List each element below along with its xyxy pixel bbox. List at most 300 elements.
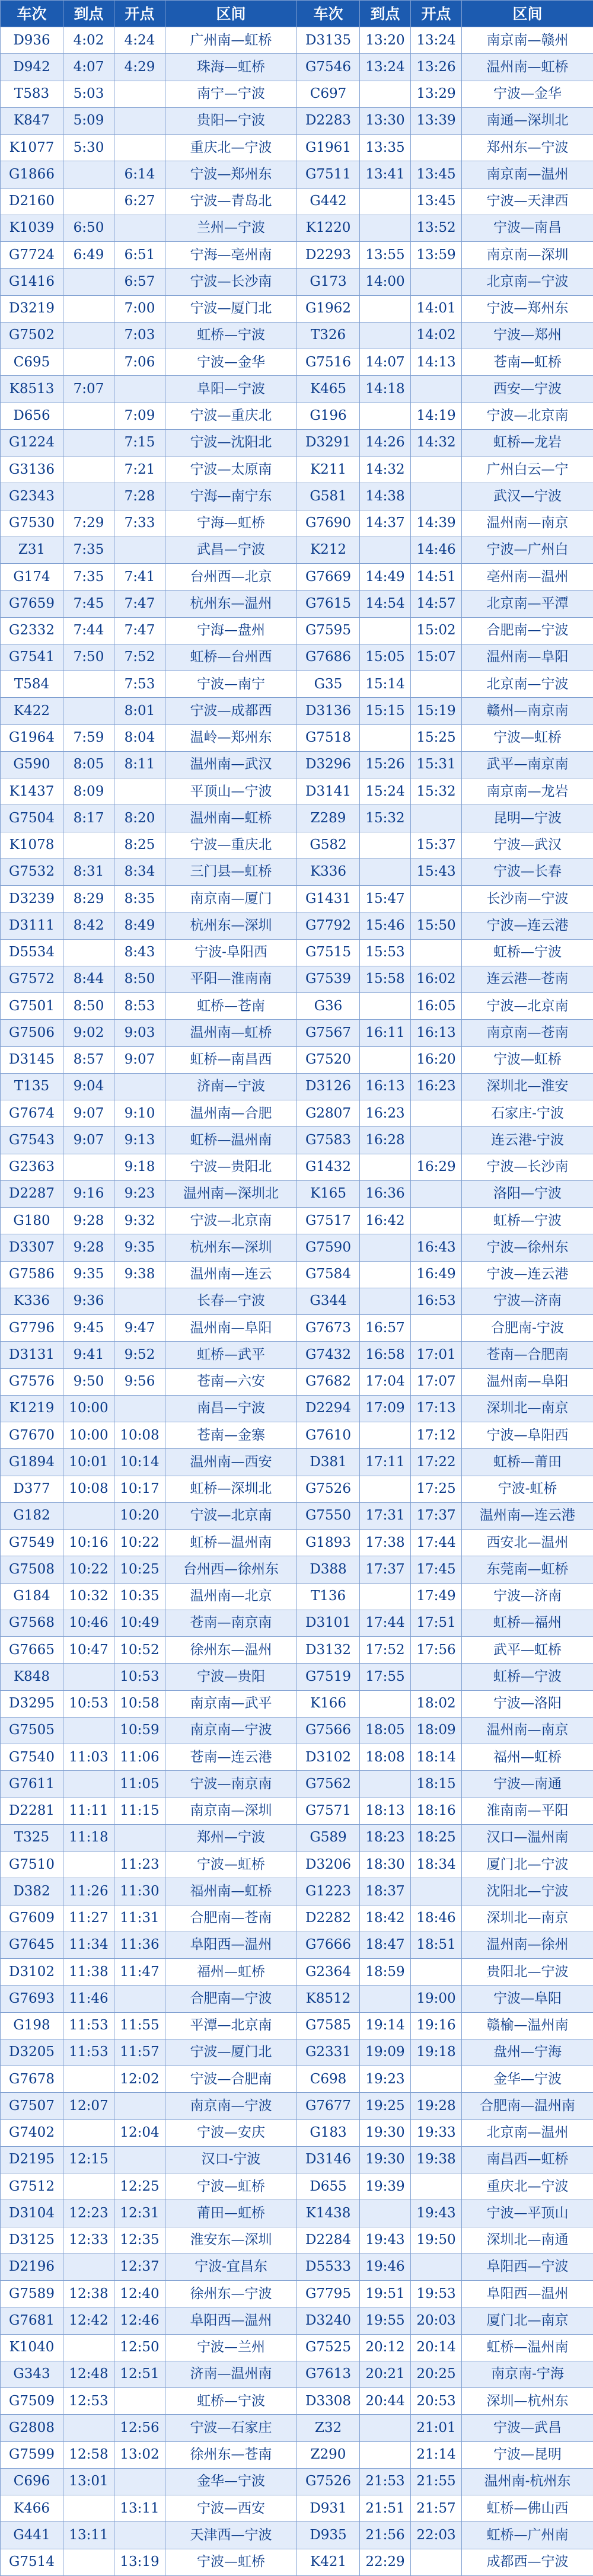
route: 福州南—虹桥: [165, 1878, 297, 1905]
route: 宁波—济南: [462, 1288, 593, 1314]
arrival-time: 12:53: [63, 2388, 114, 2415]
departure-time: 9:32: [114, 1208, 165, 1234]
route: 兰州—宁波: [165, 215, 297, 241]
arrival-time: 18:47: [360, 1932, 411, 1958]
train-number: G1961: [297, 135, 360, 161]
train-number: G581: [297, 483, 360, 510]
train-number: D3239: [1, 886, 63, 912]
departure-time: [411, 939, 462, 966]
arrival-time: 13:01: [63, 2468, 114, 2495]
route: 淮南南—平阳: [462, 1798, 593, 1824]
arrival-time: [360, 1690, 411, 1717]
train-number: G7686: [297, 644, 360, 671]
arrival-time: [63, 2549, 114, 2575]
departure-time: 16:29: [411, 1154, 462, 1180]
table-row: [1, 1449, 593, 1476]
train-number: K165: [297, 1180, 360, 1207]
train-number: G7540: [1, 1744, 63, 1771]
arrival-time: 11:46: [63, 1986, 114, 2012]
departure-time: [411, 1127, 462, 1154]
train-number: D3240: [297, 2307, 360, 2334]
train-number: G7530: [1, 510, 63, 537]
departure-time: [114, 1073, 165, 1100]
route: 宁波—虹桥: [165, 2549, 297, 2575]
departure-time: 13:24: [411, 27, 462, 54]
train-number: C695: [1, 349, 63, 376]
route: 虹桥—广州南: [462, 2522, 593, 2549]
route: 汉口-宁波: [165, 2146, 297, 2173]
departure-time: 15:32: [411, 778, 462, 805]
route: 虹桥—宁波: [462, 939, 593, 966]
route: 长春—宁波: [165, 1288, 297, 1314]
table-row: [1, 188, 593, 215]
arrival-time: 9:45: [63, 1315, 114, 1342]
route: 宁波—北京南: [165, 1208, 297, 1234]
train-number: G7519: [297, 1664, 360, 1690]
arrival-time: [360, 1154, 411, 1180]
table-row: [1, 1530, 593, 1556]
train-number: G7515: [297, 939, 360, 966]
route: 宁波-阜阳西: [165, 939, 297, 966]
train-number: D3145: [1, 1046, 63, 1073]
departure-time: 13:39: [411, 107, 462, 134]
train-number: K1219: [1, 1395, 63, 1422]
train-number: G7506: [1, 1020, 63, 1046]
table-row: [1, 1073, 593, 1100]
route: 南京南—宁波: [165, 1717, 297, 1744]
train-number: D3104: [1, 2200, 63, 2227]
train-number: D2196: [1, 2253, 63, 2280]
departure-time: 11:23: [114, 1852, 165, 1878]
train-number: G7517: [297, 1208, 360, 1234]
train-number: G7512: [1, 2173, 63, 2200]
departure-time: 17:45: [411, 1556, 462, 1583]
route: 南京南-宁海: [462, 2361, 593, 2387]
route: 合肥南—温州南: [462, 2093, 593, 2119]
arrival-time: 11:27: [63, 1905, 114, 1932]
departure-time: 16:13: [411, 1020, 462, 1046]
arrival-time: 8:17: [63, 805, 114, 832]
arrival-time: [63, 1771, 114, 1798]
route: 宁海—亳州南: [165, 242, 297, 269]
arrival-time: [360, 2200, 411, 2227]
arrival-time: 19:30: [360, 2146, 411, 2173]
train-number: G7665: [1, 1637, 63, 1664]
arrival-time: 16:36: [360, 1180, 411, 1207]
arrival-time: 5:30: [63, 135, 114, 161]
departure-time: 18:34: [411, 1852, 462, 1878]
arrival-time: 14:26: [360, 429, 411, 456]
departure-time: 15:37: [411, 832, 462, 858]
table-row: [1, 2361, 593, 2387]
table-row: [1, 537, 593, 563]
route: 成都西—宁波: [462, 2549, 593, 2575]
route: 金华—宁波: [462, 2066, 593, 2093]
departure-time: 8:53: [114, 993, 165, 1020]
train-number: G7510: [1, 1852, 63, 1878]
table-row: [1, 912, 593, 939]
route: 宁波—虹桥: [165, 2173, 297, 2200]
route: 虹桥—南昌西: [165, 1046, 297, 1073]
departure-time: [411, 1878, 462, 1905]
arrival-time: [63, 1502, 114, 1529]
arrival-time: 18:08: [360, 1744, 411, 1771]
departure-time: [114, 376, 165, 403]
route: 宁海—南宁东: [165, 483, 297, 510]
train-number: G7678: [1, 2066, 63, 2093]
departure-time: 14:01: [411, 295, 462, 322]
route: 温州南—阜阳: [462, 644, 593, 671]
arrival-time: 12:15: [63, 2146, 114, 2173]
train-number: D3295: [1, 1690, 63, 1717]
table-row: [1, 886, 593, 912]
arrival-time: 13:41: [360, 161, 411, 188]
table-row: [1, 993, 593, 1020]
departure-time: [114, 1395, 165, 1422]
route: 重庆北—宁波: [462, 2173, 593, 2200]
departure-time: 19:53: [411, 2281, 462, 2307]
train-number: G7610: [297, 1422, 360, 1449]
departure-time: 12:04: [114, 2119, 165, 2146]
table-row: [1, 2093, 593, 2119]
train-number: Z289: [297, 805, 360, 832]
table-row: [1, 242, 593, 269]
train-number: D382: [1, 1878, 63, 1905]
arrival-time: [63, 698, 114, 724]
train-number: G7532: [1, 858, 63, 885]
train-number: G35: [297, 671, 360, 698]
departure-time: 7:21: [114, 457, 165, 483]
arrival-time: 10:46: [63, 1610, 114, 1636]
route: 宁波—青岛北: [165, 188, 297, 215]
route: 厦门北—南京: [462, 2307, 593, 2334]
departure-time: [411, 1959, 462, 1986]
arrival-time: [63, 2253, 114, 2280]
route: 郑州—宁波: [165, 1824, 297, 1851]
train-number: G7526: [297, 1476, 360, 1502]
train-number: K1220: [297, 215, 360, 241]
route: 莆田—虹桥: [165, 2200, 297, 2227]
route: 宁波—重庆北: [165, 403, 297, 429]
train-number: D3102: [1, 1959, 63, 1986]
route: 南宁—宁波: [165, 81, 297, 107]
table-row: [1, 2039, 593, 2066]
arrival-time: 17:44: [360, 1610, 411, 1636]
route: 虹桥—宁波: [165, 2388, 297, 2415]
departure-time: [411, 1100, 462, 1127]
table-row: [1, 2307, 593, 2334]
arrival-time: 9:36: [63, 1288, 114, 1314]
arrival-time: 9:50: [63, 1368, 114, 1395]
train-number: G7659: [1, 590, 63, 617]
train-number: G7590: [297, 1234, 360, 1261]
route: 杭州东—深圳: [165, 912, 297, 939]
train-number: K8512: [297, 1986, 360, 2012]
departure-time: [114, 1824, 165, 1851]
table-row: [1, 1046, 593, 1073]
departure-time: 18:02: [411, 1690, 462, 1717]
route: 亳州南—温州: [462, 564, 593, 590]
table-row: [1, 2227, 593, 2253]
train-number: T136: [297, 1583, 360, 1610]
table-row: [1, 2334, 593, 2361]
arrival-time: [360, 1583, 411, 1610]
table-row: [1, 832, 593, 858]
train-number: G7576: [1, 1368, 63, 1395]
departure-time: 17:49: [411, 1583, 462, 1610]
departure-time: 16:20: [411, 1046, 462, 1073]
route: 广州白云—宁: [462, 457, 593, 483]
departure-time: [411, 886, 462, 912]
train-number: G7549: [1, 1530, 63, 1556]
arrival-time: 10:08: [63, 1476, 114, 1502]
arrival-time: [63, 457, 114, 483]
route: 苍南—六安: [165, 1368, 297, 1395]
route: 洛阳—宁波: [462, 1180, 593, 1207]
arrival-time: [360, 537, 411, 563]
departure-time: 12:40: [114, 2281, 165, 2307]
arrival-time: 11:53: [63, 2039, 114, 2066]
train-number: G1962: [297, 295, 360, 322]
train-number: D931: [297, 2495, 360, 2522]
train-number: G7525: [297, 2334, 360, 2361]
train-number: D2287: [1, 1180, 63, 1207]
departure-time: [411, 2173, 462, 2200]
train-number: G174: [1, 564, 63, 590]
train-number: G582: [297, 832, 360, 858]
arrival-time: 8:50: [63, 993, 114, 1020]
route: 虹桥—深圳北: [165, 1476, 297, 1502]
route: 合肥南—宁波: [462, 617, 593, 644]
train-number: G7669: [297, 564, 360, 590]
table-row: [1, 939, 593, 966]
table-row: [1, 2495, 593, 2522]
departure-time: 11:06: [114, 1744, 165, 1771]
train-number: D5533: [297, 2253, 360, 2280]
departure-time: 6:51: [114, 242, 165, 269]
arrival-time: 4:07: [63, 54, 114, 81]
arrival-time: 8:05: [63, 751, 114, 778]
route: 合肥南—苍南: [165, 1905, 297, 1932]
table-row: [1, 1127, 593, 1154]
departure-time: 12:37: [114, 2253, 165, 2280]
route: 温州南—虹桥: [462, 54, 593, 81]
departure-time: 10:52: [114, 1637, 165, 1664]
arrival-time: [63, 188, 114, 215]
train-number: G7690: [297, 510, 360, 537]
route: 连云港-宁波: [462, 1127, 593, 1154]
route: 昆明—宁波: [462, 805, 593, 832]
departure-time: 14:32: [411, 429, 462, 456]
table-row: [1, 2522, 593, 2549]
arrival-time: [63, 2119, 114, 2146]
train-number: D3307: [1, 1234, 63, 1261]
train-number: D3296: [297, 751, 360, 778]
departure-time: 13:29: [411, 81, 462, 107]
departure-time: 10:14: [114, 1449, 165, 1476]
departure-time: 8:49: [114, 912, 165, 939]
route: 福州—虹桥: [165, 1959, 297, 1986]
arrival-time: [360, 215, 411, 241]
route: 宁波—南通: [462, 1771, 593, 1798]
departure-time: 19:28: [411, 2093, 462, 2119]
route: 合肥南—宁波: [165, 1986, 297, 2012]
train-number: G180: [1, 1208, 63, 1234]
departure-time: 19:50: [411, 2227, 462, 2253]
arrival-time: [360, 1986, 411, 2012]
departure-time: 19:33: [411, 2119, 462, 2146]
route: 南京南—厦门: [165, 886, 297, 912]
route: 宁波—昆明: [462, 2441, 593, 2468]
departure-time: 8:34: [114, 858, 165, 885]
departure-time: 17:37: [411, 1502, 462, 1529]
train-number: G183: [297, 2119, 360, 2146]
route: 温州南—阜阳: [165, 1315, 297, 1342]
arrival-time: 14:37: [360, 510, 411, 537]
route: 温州南—徐州: [462, 1932, 593, 1958]
route: 宁波—虹桥: [462, 1046, 593, 1073]
departure-time: [114, 135, 165, 161]
arrival-time: 7:35: [63, 537, 114, 563]
arrival-time: [360, 1288, 411, 1314]
arrival-time: 9:35: [63, 1261, 114, 1288]
route: 温州南—南京: [462, 510, 593, 537]
departure-time: 11:15: [114, 1798, 165, 1824]
arrival-time: 17:04: [360, 1368, 411, 1395]
route: 宁波—连云港: [462, 1261, 593, 1288]
route: 平顶山—宁波: [165, 778, 297, 805]
train-number: D2281: [1, 1798, 63, 1824]
arrival-header-left: 到点: [63, 1, 114, 27]
train-number: D3291: [297, 429, 360, 456]
route: 宁波—南宁: [165, 671, 297, 698]
route: 南通—深圳北: [462, 107, 593, 134]
table-row: [1, 269, 593, 295]
departure-time: 12:31: [114, 2200, 165, 2227]
arrival-time: 7:44: [63, 617, 114, 644]
train-number: G589: [297, 1824, 360, 1851]
arrival-time: 17:55: [360, 1664, 411, 1690]
departure-time: 11:36: [114, 1932, 165, 1958]
arrival-time: 18:42: [360, 1905, 411, 1932]
table-row: [1, 1502, 593, 1529]
departure-time: 18:16: [411, 1798, 462, 1824]
train-number: G344: [297, 1288, 360, 1314]
train-number: G7509: [1, 2388, 63, 2415]
departure-time: [114, 2146, 165, 2173]
table-row: [1, 1100, 593, 1127]
table-row: [1, 2200, 593, 2227]
arrival-time: 15:14: [360, 671, 411, 698]
arrival-time: 9:07: [63, 1100, 114, 1127]
arrival-time: 12:38: [63, 2281, 114, 2307]
departure-time: 17:12: [411, 1422, 462, 1449]
route: 济南—宁波: [165, 1073, 297, 1100]
departure-time: 22:03: [411, 2522, 462, 2549]
train-number: G182: [1, 1502, 63, 1529]
train-number: D3308: [297, 2388, 360, 2415]
departure-time: [411, 671, 462, 698]
train-number: G7520: [297, 1046, 360, 1073]
departure-time: 4:29: [114, 54, 165, 81]
arrival-time: 18:30: [360, 1852, 411, 1878]
departure-time: 17:44: [411, 1530, 462, 1556]
departure-header-left: 开点: [114, 1, 165, 27]
arrival-time: 13:30: [360, 107, 411, 134]
arrival-time: 7:07: [63, 376, 114, 403]
arrival-time: [360, 1476, 411, 1502]
train-number: G7615: [297, 590, 360, 617]
route: 南京南—深圳: [165, 1798, 297, 1824]
table-row: [1, 322, 593, 349]
table-row: [1, 1261, 593, 1288]
departure-time: 7:33: [114, 510, 165, 537]
arrival-time: 16:58: [360, 1342, 411, 1368]
route: 宁波—广州白: [462, 537, 593, 563]
arrival-time: 20:21: [360, 2361, 411, 2387]
train-number: G7613: [297, 2361, 360, 2387]
departure-time: 4:24: [114, 27, 165, 54]
route: 宁波—徐州东: [462, 1234, 593, 1261]
departure-time: 9:10: [114, 1100, 165, 1127]
arrival-time: 4:02: [63, 27, 114, 54]
departure-time: 17:56: [411, 1637, 462, 1664]
arrival-time: 8:09: [63, 778, 114, 805]
train-number: T326: [297, 322, 360, 349]
departure-time: [411, 1180, 462, 1207]
train-number: D2283: [297, 107, 360, 134]
train-number: D388: [297, 1556, 360, 1583]
table-row: [1, 403, 593, 429]
route: 北京南—平潭: [462, 590, 593, 617]
train-number: K336: [1, 1288, 63, 1314]
train-number: G7511: [297, 161, 360, 188]
train-number: G1224: [1, 429, 63, 456]
train-number: K848: [1, 1664, 63, 1690]
table-row: [1, 1690, 593, 1717]
arrival-time: [63, 1664, 114, 1690]
departure-time: 9:23: [114, 1180, 165, 1207]
route: 虹桥—宁波: [165, 322, 297, 349]
route: 阜阳—宁波: [165, 376, 297, 403]
route: 宁波—洛阳: [462, 1690, 593, 1717]
departure-time: 17:13: [411, 1395, 462, 1422]
table-row: [1, 1020, 593, 1046]
route: 南昌西—虹桥: [462, 2146, 593, 2173]
route: 宁波—济南: [462, 1583, 593, 1610]
train-number: D3205: [1, 2039, 63, 2066]
route: 虹桥—龙岩: [462, 429, 593, 456]
table-row: [1, 805, 593, 832]
departure-time: 7:09: [114, 403, 165, 429]
departure-time: 11:55: [114, 2012, 165, 2039]
arrival-time: 15:26: [360, 751, 411, 778]
table-row: [1, 966, 593, 992]
departure-time: 18:09: [411, 1717, 462, 1744]
arrival-time: 17:37: [360, 1556, 411, 1583]
departure-time: 8:04: [114, 724, 165, 751]
arrival-time: 10:00: [63, 1422, 114, 1449]
route: 温州南—阜阳: [462, 1368, 593, 1395]
arrival-time: 21:53: [360, 2468, 411, 2495]
route: 宁波—连云港: [462, 912, 593, 939]
table-row: [1, 1180, 593, 1207]
table-row: [1, 1905, 593, 1932]
route: 贵阳—宁波: [165, 107, 297, 134]
arrival-time: 13:24: [360, 54, 411, 81]
arrival-time: [63, 429, 114, 456]
train-number: G7795: [297, 2281, 360, 2307]
